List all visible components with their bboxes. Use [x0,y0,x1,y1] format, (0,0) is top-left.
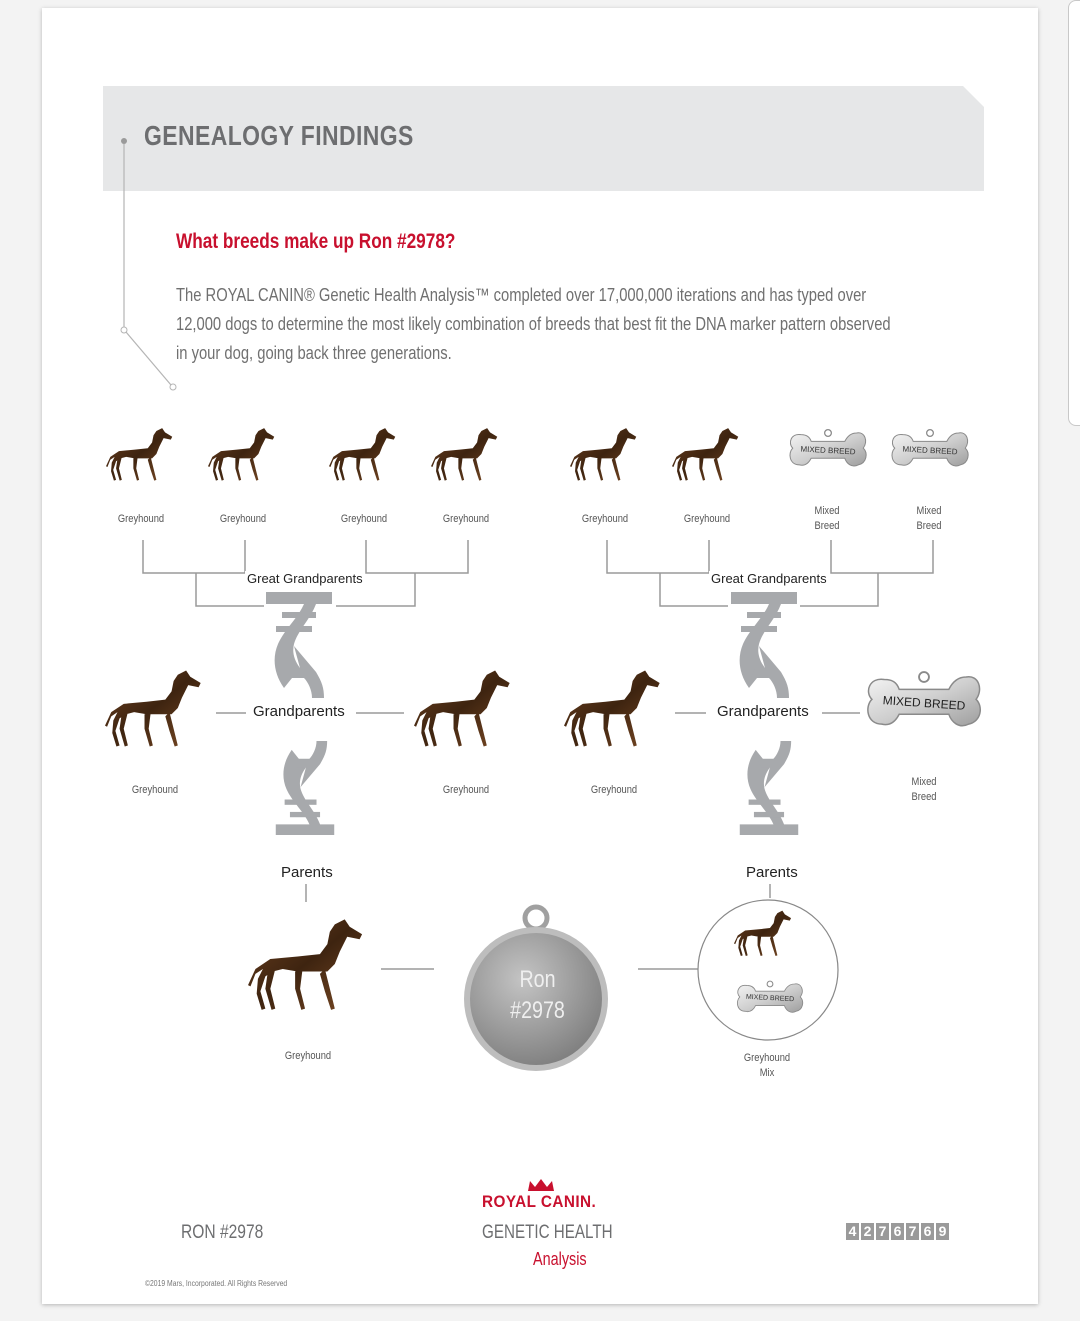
breed-label: Greyhound [581,513,629,525]
intro-paragraph: The ROYAL CANIN® Genetic Health Analysis™ completed over 17,000,000 iterations and has typed over 12,000 dogs to determine the most likely combination of breeds that best fit the DNA marker pattern observed in your dog, going back three generations. [176,285,891,363]
greyhound-image [672,422,744,486]
code-digit: 7 [906,1223,919,1240]
footer-dog-name: RON #2978 [181,1222,264,1243]
greyhound-image [106,422,178,486]
breed-label: Greyhound [442,513,490,525]
breed-label: Mixed Breed [814,505,840,532]
breed-label: Mixed Breed [911,776,937,803]
greyhound-image [734,906,796,960]
question-heading: What breeds make up Ron #2978? [176,230,456,253]
product-subname: Analysis [533,1249,587,1269]
greyhound-image [431,422,503,486]
mixed-breed-tag-icon: MIXED BREED [786,424,870,484]
breed-label: Mixed Breed [916,505,942,532]
code-digit: 4 [846,1223,859,1240]
dna-icon [274,724,336,852]
dna-icon [738,724,800,852]
dog-name: Ron [519,966,556,993]
parents-label: Parents [278,864,336,881]
dog-number: #2978 [510,997,565,1024]
greyhound-image [248,910,372,1018]
report-code [846,1223,949,1240]
greyhound-image [105,662,209,754]
greyhound-image [564,662,668,754]
breed-label: Greyhound [340,513,388,525]
breed-label: Greyhound [442,784,490,796]
code-digit: 9 [936,1223,949,1240]
mixed-breed-tag-icon: MIXED BREED [862,664,986,752]
breed-label: Greyhound [590,784,638,796]
breed-label: Greyhound Mix [743,1052,791,1079]
grandparents-label: Grandparents [714,703,812,720]
mixed-breed-tag-icon: MIXED BREED [888,424,972,484]
code-digit: 7 [876,1223,889,1240]
product-name: GENETIC HEALTH [482,1222,613,1243]
greyhound-image [414,662,518,754]
section-title: GENEALOGY FINDINGS [144,120,414,151]
great-grandparents-label: Great Grandparents [711,571,827,586]
copyright-text: ©2019 Mars, Incorporated. All Rights Reserved [145,1279,288,1288]
breed-label: Greyhound [131,784,179,796]
code-digit: 6 [921,1223,934,1240]
code-digit: 6 [891,1223,904,1240]
breed-label: Greyhound [284,1050,332,1062]
breed-label: Greyhound [683,513,731,525]
parents-label: Parents [743,864,801,881]
royal-canin-logo: ROYAL CANIN. [482,1192,597,1211]
breed-label: Greyhound [117,513,165,525]
greyhound-image [208,422,280,486]
mixed-breed-tag-icon: MIXED BREED [734,976,806,1028]
dna-icon [262,590,336,700]
breed-label: Greyhound [219,513,267,525]
dna-icon [727,590,801,700]
great-grandparents-label: Great Grandparents [247,571,363,586]
code-digit: 2 [861,1223,874,1240]
grandparents-label: Grandparents [250,703,348,720]
greyhound-image [329,422,401,486]
crown-icon [526,1177,556,1193]
greyhound-image [570,422,642,486]
